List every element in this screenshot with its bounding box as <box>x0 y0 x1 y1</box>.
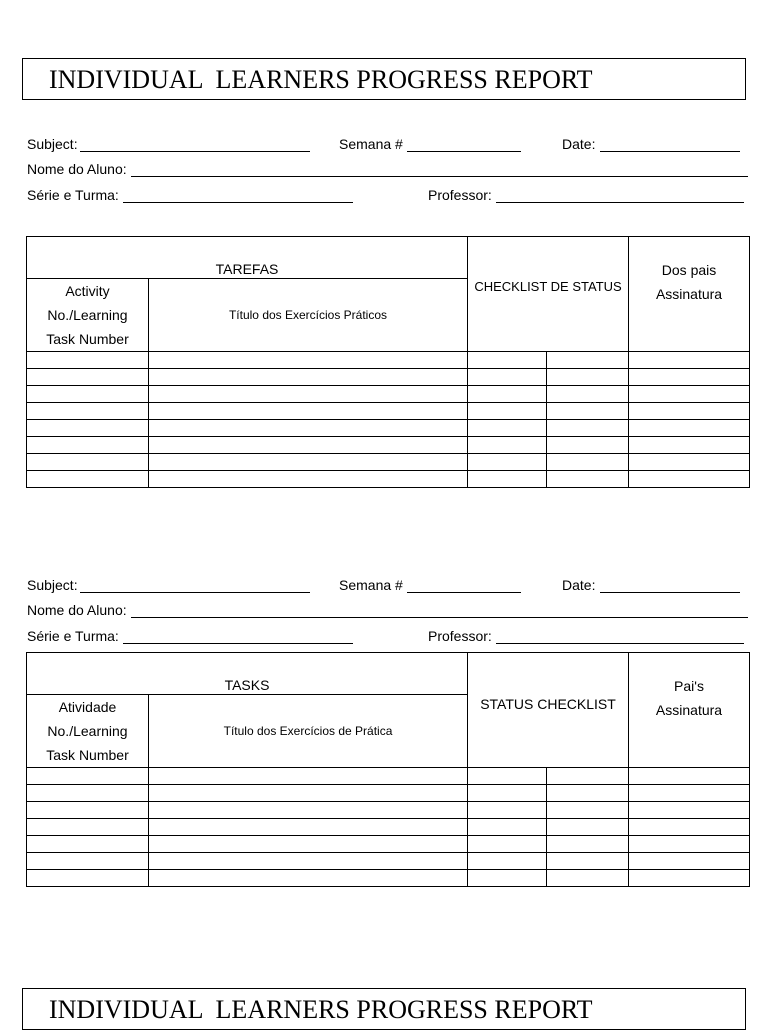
status-cell-b[interactable] <box>547 870 629 887</box>
parent-signature-cell[interactable] <box>629 819 750 836</box>
report-title: INDIVIDUAL LEARNERS PROGRESS REPORT <box>22 988 746 1030</box>
exercise-title-cell[interactable] <box>149 352 468 369</box>
table-row <box>27 819 750 836</box>
subject-label: Subject: <box>27 136 78 152</box>
parent-signature-cell[interactable] <box>629 471 750 488</box>
status-cell-a[interactable] <box>468 454 547 471</box>
report-title: INDIVIDUAL LEARNERS PROGRESS REPORT <box>22 58 746 100</box>
grade-class-line[interactable] <box>123 190 353 203</box>
teacher-line[interactable] <box>496 631 744 644</box>
subject-line[interactable] <box>80 580 310 593</box>
activity-number-cell[interactable] <box>27 403 149 420</box>
parents-signature-header <box>629 237 750 352</box>
activity-number-cell[interactable] <box>27 853 149 870</box>
date-field[interactable] <box>562 577 740 593</box>
date-label: Date: <box>562 577 596 593</box>
status-cell-b[interactable] <box>547 853 629 870</box>
status-cell-b[interactable] <box>547 802 629 819</box>
activity-number-cell[interactable] <box>27 870 149 887</box>
week-line[interactable] <box>407 139 521 152</box>
exercise-title-cell[interactable] <box>149 768 468 785</box>
table-row <box>27 870 750 887</box>
status-checklist-header: CHECKLIST DE STATUS <box>468 237 629 352</box>
exercise-title-cell[interactable] <box>149 386 468 403</box>
progress-table <box>26 236 750 488</box>
table-row <box>27 437 750 454</box>
week-field[interactable] <box>339 577 521 593</box>
tasks-header: TASKS <box>27 653 468 695</box>
date-line[interactable] <box>600 139 740 152</box>
table-row <box>27 352 750 369</box>
teacher-label: Professor: <box>428 187 492 203</box>
parent-signature-cell[interactable] <box>629 386 750 403</box>
parent-signature-cell[interactable] <box>629 403 750 420</box>
week-line[interactable] <box>407 580 521 593</box>
signature-label: Assinatura <box>655 286 723 302</box>
activity-number-cell[interactable] <box>27 369 149 386</box>
status-cell-a[interactable] <box>468 802 547 819</box>
status-cell-a[interactable] <box>468 352 547 369</box>
parents-label: Pai's <box>674 678 704 694</box>
teacher-field[interactable] <box>428 628 744 644</box>
exercise-title-cell[interactable] <box>149 437 468 454</box>
exercise-title-cell[interactable] <box>149 836 468 853</box>
activity-number-cell[interactable] <box>27 386 149 403</box>
date-field[interactable] <box>562 136 740 152</box>
subject-line[interactable] <box>80 139 310 152</box>
subject-field[interactable] <box>27 577 310 593</box>
date-label: Date: <box>562 136 596 152</box>
exercise-title-cell[interactable] <box>149 403 468 420</box>
status-cell-a[interactable] <box>468 853 547 870</box>
status-cell-b[interactable] <box>547 386 629 403</box>
status-cell-b[interactable] <box>547 819 629 836</box>
grade-class-field[interactable] <box>27 628 353 644</box>
parents-signature-header <box>629 653 750 768</box>
status-cell-a[interactable] <box>468 768 547 785</box>
parent-signature-cell[interactable] <box>629 870 750 887</box>
status-cell-b[interactable] <box>547 785 629 802</box>
status-cell-b[interactable] <box>547 352 629 369</box>
status-cell-a[interactable] <box>468 369 547 386</box>
status-cell-a[interactable] <box>468 437 547 454</box>
activity-number-header: Atividade No./Learning Task Number <box>27 695 149 768</box>
status-cell-b[interactable] <box>547 836 629 853</box>
activity-number-cell[interactable] <box>27 785 149 802</box>
table-row <box>27 403 750 420</box>
teacher-label: Professor: <box>428 628 492 644</box>
teacher-line[interactable] <box>496 190 744 203</box>
exercise-title-cell[interactable] <box>149 819 468 836</box>
status-cell-a[interactable] <box>468 386 547 403</box>
table-row <box>27 802 750 819</box>
table-row <box>27 471 750 488</box>
status-cell-a[interactable] <box>468 420 547 437</box>
week-label: Semana # <box>339 136 403 152</box>
parent-signature-cell[interactable] <box>629 768 750 785</box>
exercise-title-cell[interactable] <box>149 802 468 819</box>
table-row <box>27 785 750 802</box>
student-name-line[interactable] <box>131 164 748 177</box>
student-name-line[interactable] <box>131 605 748 618</box>
activity-number-cell[interactable] <box>27 471 149 488</box>
week-label: Semana # <box>339 577 403 593</box>
signature-label: Assinatura <box>655 702 723 718</box>
parent-signature-cell[interactable] <box>629 836 750 853</box>
activity-number-cell[interactable] <box>27 437 149 454</box>
status-cell-b[interactable] <box>547 454 629 471</box>
status-cell-b[interactable] <box>547 437 629 454</box>
student-name-label: Nome do Aluno: <box>27 161 127 177</box>
table-row <box>27 836 750 853</box>
status-cell-b[interactable] <box>547 471 629 488</box>
table-row <box>27 369 750 386</box>
date-line[interactable] <box>600 580 740 593</box>
subject-label: Subject: <box>27 577 78 593</box>
subject-field[interactable] <box>27 136 310 152</box>
status-cell-a[interactable] <box>468 836 547 853</box>
activity-number-cell[interactable] <box>27 454 149 471</box>
status-cell-b[interactable] <box>547 403 629 420</box>
progress-table <box>26 652 750 887</box>
parent-signature-cell[interactable] <box>629 369 750 386</box>
exercise-title-header: Título dos Exercícios Práticos <box>149 279 468 352</box>
exercise-title-cell[interactable] <box>149 870 468 887</box>
exercise-title-cell[interactable] <box>149 785 468 802</box>
status-cell-b[interactable] <box>547 768 629 785</box>
parent-signature-cell[interactable] <box>629 352 750 369</box>
activity-number-cell[interactable] <box>27 768 149 785</box>
table-row <box>27 454 750 471</box>
activity-number-header: Activity No./Learning Task Number <box>27 279 149 352</box>
table-row <box>27 853 750 870</box>
parent-signature-cell[interactable] <box>629 853 750 870</box>
student-name-field[interactable] <box>27 602 748 618</box>
status-cell-b[interactable] <box>547 369 629 386</box>
teacher-field[interactable] <box>428 187 744 203</box>
exercise-title-cell[interactable] <box>149 454 468 471</box>
parent-signature-cell[interactable] <box>629 802 750 819</box>
parent-signature-cell[interactable] <box>629 785 750 802</box>
status-cell-a[interactable] <box>468 403 547 420</box>
parent-signature-cell[interactable] <box>629 454 750 471</box>
activity-number-cell[interactable] <box>27 420 149 437</box>
activity-number-cell[interactable] <box>27 802 149 819</box>
student-name-label: Nome do Aluno: <box>27 602 127 618</box>
table-row <box>27 420 750 437</box>
tasks-header: TAREFAS <box>27 237 468 279</box>
activity-number-cell[interactable] <box>27 819 149 836</box>
grade-class-line[interactable] <box>123 631 353 644</box>
parent-signature-cell[interactable] <box>629 420 750 437</box>
student-name-field[interactable] <box>27 161 748 177</box>
parent-signature-cell[interactable] <box>629 437 750 454</box>
status-cell-a[interactable] <box>468 819 547 836</box>
grade-class-label: Série e Turma: <box>27 628 119 644</box>
table-row <box>27 768 750 785</box>
week-field[interactable] <box>339 136 521 152</box>
activity-number-cell[interactable] <box>27 836 149 853</box>
status-cell-b[interactable] <box>547 420 629 437</box>
grade-class-field[interactable] <box>27 187 353 203</box>
parents-label: Dos pais <box>661 262 717 278</box>
exercise-title-cell[interactable] <box>149 369 468 386</box>
exercise-title-cell[interactable] <box>149 853 468 870</box>
status-cell-a[interactable] <box>468 870 547 887</box>
exercise-title-cell[interactable] <box>149 471 468 488</box>
grade-class-label: Série e Turma: <box>27 187 119 203</box>
status-cell-a[interactable] <box>468 471 547 488</box>
exercise-title-cell[interactable] <box>149 420 468 437</box>
exercise-title-header: Título dos Exercícios de Prática <box>149 695 468 768</box>
activity-number-cell[interactable] <box>27 352 149 369</box>
status-checklist-header: STATUS CHECKLIST <box>468 653 629 768</box>
table-row <box>27 386 750 403</box>
status-cell-a[interactable] <box>468 785 547 802</box>
